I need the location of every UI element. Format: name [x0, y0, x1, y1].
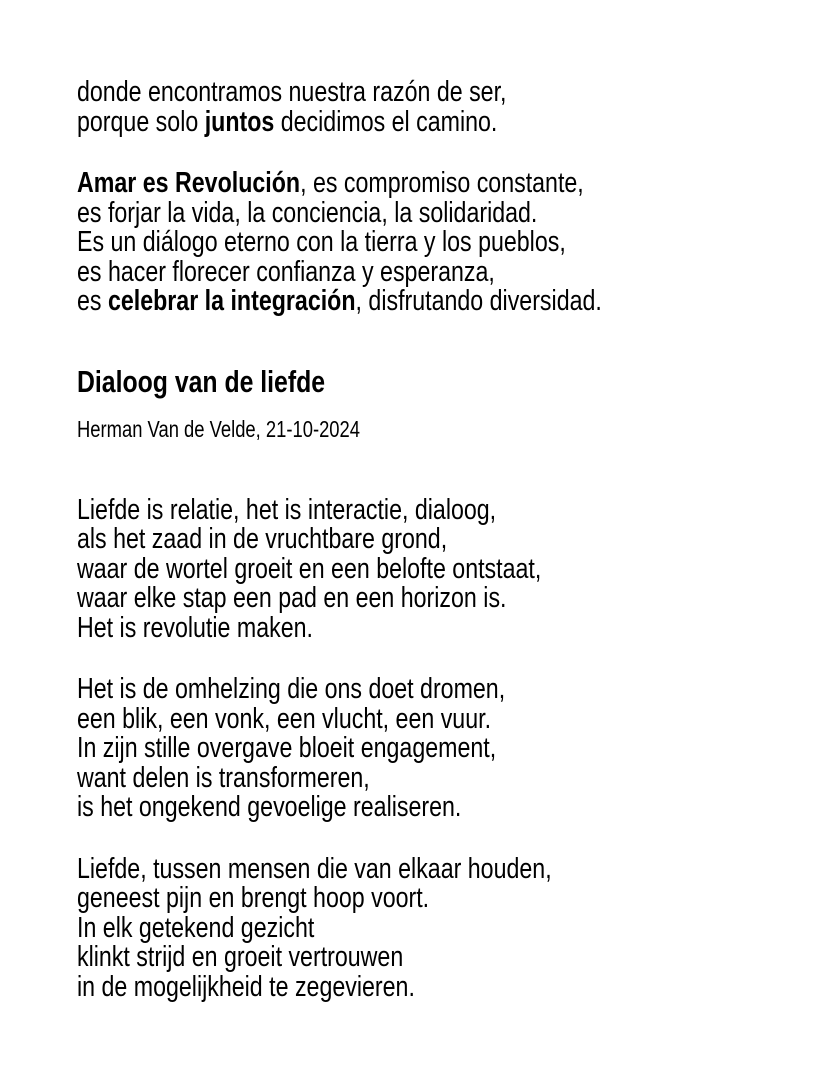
- poem-line: [77, 228, 643, 258]
- poem-line: [77, 761, 643, 794]
- text-segment: donde encontramos nuestra razón de ser,: [77, 76, 507, 108]
- poem-line: [77, 943, 643, 973]
- poem-stanza: [77, 169, 785, 317]
- poem-stanza: [77, 675, 785, 823]
- poem-line: [77, 255, 643, 288]
- poem-line: [77, 734, 643, 764]
- text-segment: geneest pijn en brengt hoop voort.: [77, 882, 430, 914]
- text-segment: waar elke stap een pad en een horizon is.: [77, 582, 507, 614]
- poem-line: [77, 911, 643, 944]
- poem-line: [77, 852, 643, 885]
- poem-byline: Herman Van de Velde, 21-10-2024: [77, 415, 361, 442]
- bold-text-segment: juntos: [204, 105, 275, 138]
- text-segment: in de mogelijkheid te zegevieren.: [77, 970, 415, 1003]
- text-segment: klinkt strijd en groeit vertrouwen: [77, 941, 404, 973]
- text-segment: es forjar la vida, la conciencia, la solidaridad.: [77, 196, 538, 229]
- text-segment: is het ongekend gevoelige realiseren.: [77, 791, 462, 823]
- text-segment: , es compromiso constante,: [300, 167, 584, 199]
- poem-stanzas-section: [77, 493, 785, 1003]
- text-segment: want delen is transformeren,: [77, 761, 370, 794]
- text-segment: Het is revolutie maken.: [77, 611, 313, 644]
- intro-stanzas-section: [77, 78, 785, 317]
- poem-line: [77, 493, 643, 526]
- poem-line: [77, 287, 643, 317]
- text-segment: waar de wortel groeit en een belofte ontstaat,: [77, 552, 542, 585]
- poem-line: [77, 675, 643, 705]
- text-segment: een blik, een vonk, een vlucht, een vuur.: [77, 702, 492, 735]
- poem-line: [77, 584, 643, 614]
- poem-line: [77, 196, 643, 229]
- text-segment: Es un diálogo eterno con la tierra y los pueblos,: [77, 226, 566, 258]
- poem-line: [77, 78, 643, 108]
- poem-line: [77, 611, 643, 644]
- poem-stanza: [77, 852, 785, 1003]
- text-segment: , disfrutando diversidad.: [355, 285, 602, 317]
- poem-line: [77, 970, 643, 1003]
- poem-stanza: [77, 493, 785, 644]
- poem-line: [77, 552, 643, 585]
- text-segment: Het is de omhelzing die ons doet dromen,: [77, 673, 506, 705]
- bold-text-segment: Amar es Revolución: [77, 167, 301, 199]
- text-segment: decidimos el camino.: [274, 105, 498, 138]
- poem-stanza: [77, 78, 785, 137]
- poem-line: [77, 169, 643, 199]
- text-segment: In elk getekend gezicht: [77, 911, 315, 944]
- text-segment: In zijn stille overgave bloeit engagement,: [77, 732, 497, 764]
- text-segment: Liefde is relatie, het is interactie, dialoog,: [77, 493, 497, 526]
- text-segment: als het zaad in de vruchtbare grond,: [77, 523, 448, 555]
- poem-line: [77, 105, 643, 138]
- text-segment: es: [77, 285, 108, 317]
- poem-line: [77, 702, 643, 735]
- poem-line: [77, 884, 643, 914]
- text-segment: Liefde, tussen mensen die van elkaar houden,: [77, 852, 552, 885]
- text-segment: porque solo: [77, 105, 205, 138]
- bold-text-segment: celebrar la integración: [107, 285, 356, 317]
- poem-line: [77, 525, 643, 555]
- poem-line: [77, 793, 643, 823]
- poem-title: Dialoog van de liefde: [77, 363, 326, 399]
- text-segment: es hacer florecer confianza y esperanza,: [77, 255, 495, 288]
